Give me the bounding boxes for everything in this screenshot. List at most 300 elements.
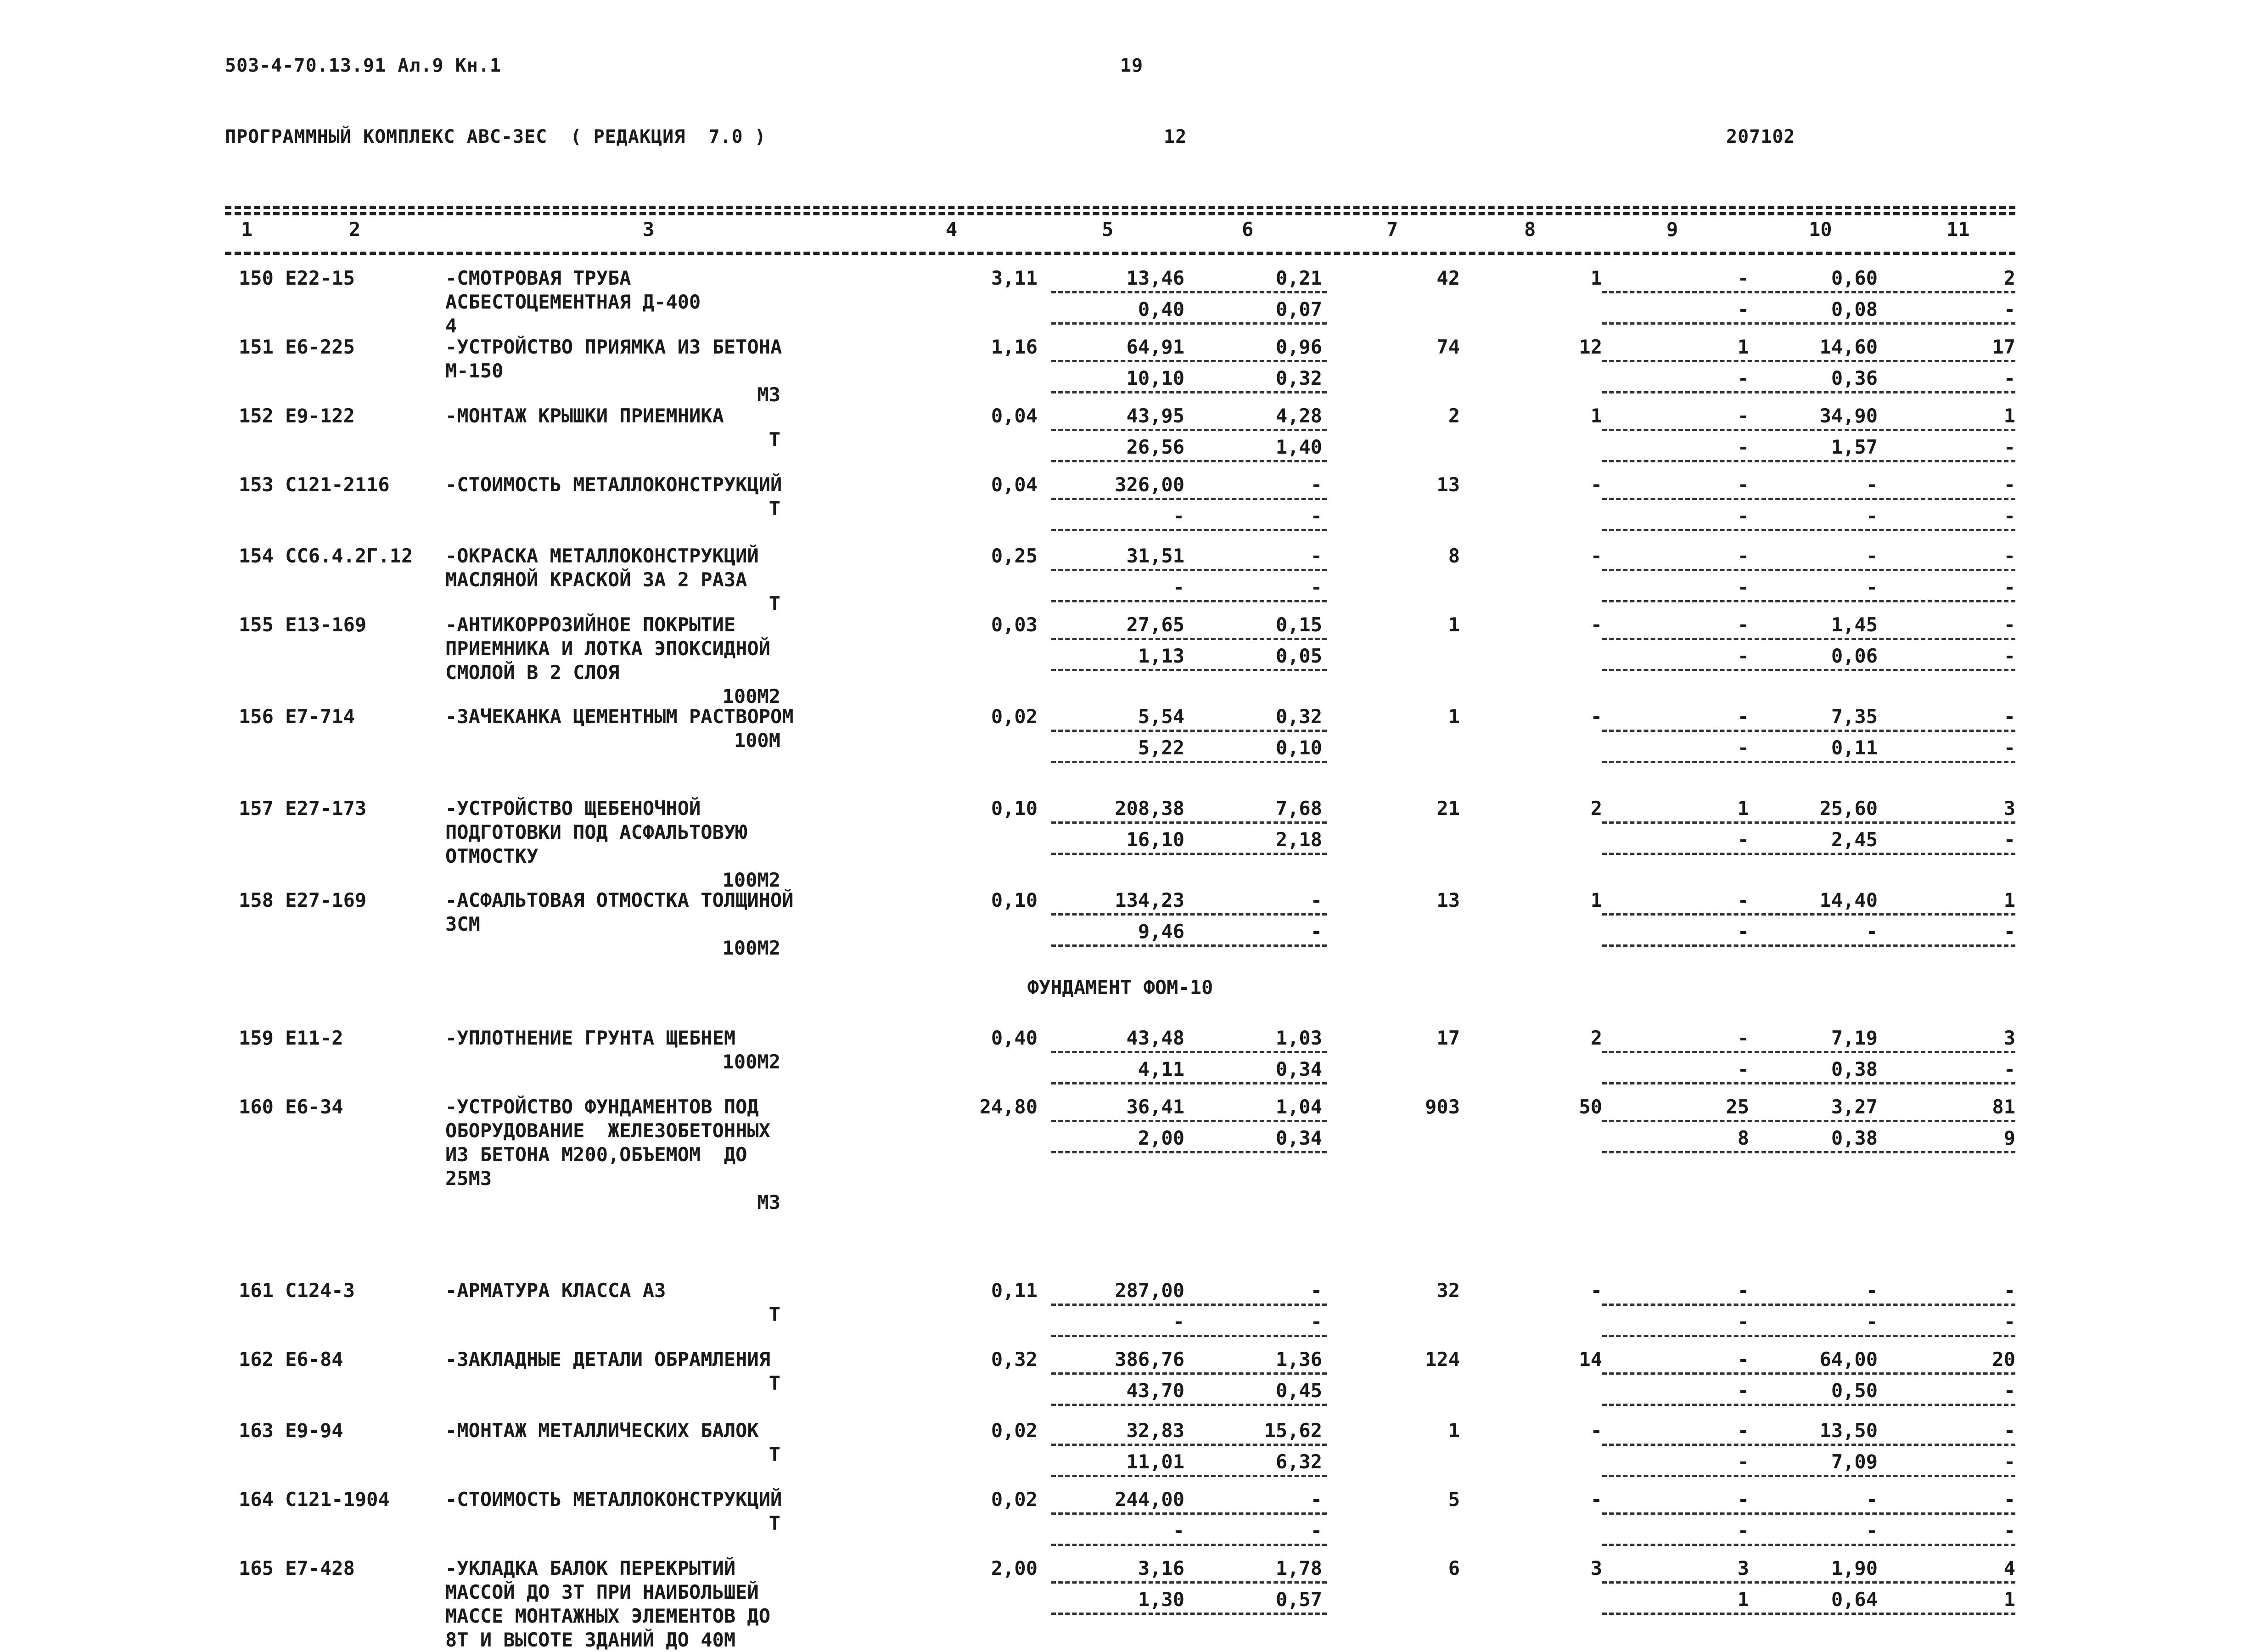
subtotal-dashes-5-6 — [1051, 1051, 1327, 1053]
second-line-col-11: - — [2003, 298, 2015, 320]
value-col-8: 2 — [1590, 797, 1602, 820]
second-line-col-10: 0,08 — [1831, 298, 1878, 320]
value-col-6: 7,68 — [1275, 797, 1322, 820]
column-header-3: 3 — [643, 218, 655, 241]
unit-label: М3 — [757, 1191, 780, 1214]
second-line-col-6: 0,32 — [1275, 367, 1322, 389]
unit-label: М3 — [757, 383, 780, 406]
second-line-col-6: 0,07 — [1275, 298, 1322, 320]
second-line-col-10: 0,64 — [1831, 1588, 1878, 1611]
value-col-7: 1 — [1448, 613, 1460, 636]
second-line-col-10: - — [1866, 1519, 1878, 1542]
unit-label: 100М — [734, 729, 780, 752]
column-header-2: 2 — [349, 218, 361, 241]
subtotal-dashes-9-11 — [1602, 498, 2015, 500]
row-number-code: 150 Е22-15 — [239, 267, 355, 289]
second-line-col-11: - — [2003, 920, 2015, 943]
value-col-11: - — [2003, 473, 2015, 496]
quantity: 0,10 — [991, 889, 1038, 911]
work-name-line: -УСТРОЙСТВО ЩЕБЕНОЧНОЙ — [445, 797, 701, 820]
second-line-col-9: - — [1737, 1310, 1749, 1333]
row-end-dashes-9-11 — [1602, 1544, 2015, 1546]
subtotal-dashes-9-11 — [1602, 638, 2015, 640]
row-end-dashes-9-11 — [1602, 391, 2015, 393]
row-number-code: 165 Е7-428 — [239, 1557, 355, 1579]
second-line-col-10: 0,06 — [1831, 645, 1878, 667]
second-line-col-9: - — [1737, 436, 1749, 458]
value-col-10: 3,27 — [1831, 1096, 1878, 1118]
subtotal-dashes-5-6 — [1051, 913, 1327, 916]
second-line-col-5: 0,40 — [1138, 298, 1184, 320]
row-end-dashes-9-11 — [1602, 853, 2015, 855]
unit-label: Т — [768, 428, 780, 451]
second-line-col-10: 2,45 — [1831, 828, 1878, 851]
value-col-9: - — [1737, 473, 1749, 496]
value-col-6: 4,28 — [1275, 405, 1322, 427]
second-line-col-5: 43,70 — [1126, 1379, 1184, 1402]
row-number-code: 163 Е9-94 — [239, 1419, 343, 1442]
value-col-9: 25 — [1726, 1096, 1749, 1118]
column-header-10: 10 — [1809, 218, 1832, 241]
value-col-7: 903 — [1425, 1096, 1460, 1118]
subtotal-dashes-5-6 — [1051, 360, 1327, 362]
second-line-col-11: - — [2003, 367, 2015, 389]
subtotal-dashes-5-6 — [1051, 1512, 1327, 1515]
value-col-5: 27,65 — [1126, 613, 1184, 636]
subtotal-dashes-5-6 — [1051, 821, 1327, 824]
subtotal-dashes-9-11 — [1602, 429, 2015, 431]
value-col-10: 1,45 — [1831, 613, 1878, 636]
work-name-line: -СТОИМОСТЬ МЕТАЛЛОКОНСТРУКЦИЙ — [445, 1488, 782, 1511]
value-col-7: 21 — [1436, 797, 1460, 820]
unit-label: Т — [768, 592, 780, 615]
value-col-9: - — [1737, 1419, 1749, 1442]
value-col-5: 32,83 — [1126, 1419, 1184, 1442]
second-line-col-5: 9,46 — [1138, 920, 1184, 943]
work-name-line: -УПЛОТНЕНИЕ ГРУНТА ЩЕБНЕМ — [445, 1027, 736, 1049]
column-header-4: 4 — [946, 218, 958, 241]
value-col-11: - — [2003, 545, 2015, 567]
value-col-6: 1,78 — [1275, 1557, 1322, 1579]
unit-label: Т — [768, 497, 780, 520]
value-col-11: 3 — [2003, 1027, 2015, 1049]
subtotal-dashes-9-11 — [1602, 913, 2015, 916]
work-name-line: -АНТИКОРРОЗИЙНОЕ ПОКРЫТИЕ — [445, 613, 736, 636]
section-title: ФУНДАМЕНТ ФОМ-10 — [1027, 976, 1213, 999]
work-name-line: ПОДГОТОВКИ ПОД АСФАЛЬТОВУЮ — [445, 821, 747, 843]
second-line-col-10: 0,38 — [1831, 1127, 1878, 1149]
row-end-dashes-9-11 — [1602, 1335, 2015, 1337]
value-col-11: 4 — [2003, 1557, 2015, 1579]
quantity: 0,11 — [991, 1279, 1038, 1302]
second-line-col-6: - — [1310, 505, 1322, 527]
work-name-line: МАССОЙ ДО 3Т ПРИ НАИБОЛЬШЕЙ — [445, 1581, 759, 1603]
second-line-col-11: - — [2003, 576, 2015, 598]
second-line-col-10: 1,57 — [1831, 436, 1878, 458]
value-col-7: 42 — [1436, 267, 1460, 289]
row-end-dashes-9-11 — [1602, 1613, 2015, 1615]
value-col-9: - — [1737, 1488, 1749, 1511]
second-line-col-9: - — [1737, 505, 1749, 527]
row-end-dashes-9-11 — [1602, 944, 2015, 947]
page-number: 19 — [1120, 55, 1144, 76]
work-name-line: -МОНТАЖ КРЫШКИ ПРИЕМНИКА — [445, 405, 724, 427]
second-line-col-5: 4,11 — [1138, 1058, 1184, 1080]
second-line-col-6: - — [1310, 920, 1322, 943]
value-col-6: - — [1310, 889, 1322, 911]
value-col-10: 7,19 — [1831, 1027, 1878, 1049]
second-line-col-10: - — [1866, 1310, 1878, 1333]
quantity: 0,32 — [991, 1348, 1038, 1371]
value-col-8: - — [1590, 545, 1602, 567]
row-end-dashes-5-6 — [1051, 669, 1327, 671]
work-name-line: -АРМАТУРА КЛАССА А3 — [445, 1279, 666, 1302]
value-col-10: 14,60 — [1819, 336, 1878, 358]
second-line-col-10: 7,09 — [1831, 1450, 1878, 1473]
second-line-col-11: - — [2003, 505, 2015, 527]
subtotal-dashes-9-11 — [1602, 1304, 2015, 1306]
unit-label: 100М2 — [722, 869, 780, 891]
value-col-8: 50 — [1579, 1096, 1602, 1118]
row-end-dashes-9-11 — [1602, 1475, 2015, 1477]
value-col-10: 34,90 — [1819, 405, 1878, 427]
second-line-col-9: - — [1737, 1450, 1749, 1473]
subtotal-dashes-5-6 — [1051, 1581, 1327, 1584]
value-col-10: 25,60 — [1819, 797, 1878, 820]
value-col-7: 74 — [1436, 336, 1460, 358]
second-line-col-6: 0,05 — [1275, 645, 1322, 667]
second-line-col-11: - — [2003, 1310, 2015, 1333]
value-col-5: 208,38 — [1115, 797, 1184, 820]
second-line-col-5: - — [1172, 1519, 1184, 1542]
second-line-col-9: - — [1737, 367, 1749, 389]
second-line-col-10: 0,50 — [1831, 1379, 1878, 1402]
second-line-col-5: 2,00 — [1138, 1127, 1184, 1149]
unit-label: 100М2 — [722, 937, 780, 959]
value-col-6: - — [1310, 1488, 1322, 1511]
quantity: 0,25 — [991, 545, 1038, 567]
value-col-5: 244,00 — [1115, 1488, 1184, 1511]
work-name-line: -УКЛАДКА БАЛОК ПЕРЕКРЫТИЙ — [445, 1557, 736, 1579]
quantity: 0,02 — [991, 1488, 1038, 1511]
quantity: 1,16 — [991, 336, 1038, 358]
value-col-5: 64,91 — [1126, 336, 1184, 358]
value-col-10: 13,50 — [1819, 1419, 1878, 1442]
value-col-11: - — [2003, 613, 2015, 636]
second-line-col-9: - — [1737, 920, 1749, 943]
value-col-7: 8 — [1448, 545, 1460, 567]
row-number-code: 152 Е9-122 — [239, 405, 355, 427]
second-line-col-6: 0,10 — [1275, 736, 1322, 759]
value-col-6: - — [1310, 1279, 1322, 1302]
value-col-7: 1 — [1448, 1419, 1460, 1442]
value-col-6: 1,03 — [1275, 1027, 1322, 1049]
value-col-6: - — [1310, 473, 1322, 496]
second-line-col-5: 26,56 — [1126, 436, 1184, 458]
second-line-col-10: - — [1866, 505, 1878, 527]
subtotal-dashes-9-11 — [1602, 1372, 2015, 1375]
subtotal-dashes-5-6 — [1051, 498, 1327, 500]
subtotal-dashes-9-11 — [1602, 291, 2015, 293]
subtotal-dashes-9-11 — [1602, 821, 2015, 824]
value-col-5: 36,41 — [1126, 1096, 1184, 1118]
value-col-9: 1 — [1737, 797, 1749, 820]
column-header-7: 7 — [1386, 218, 1398, 241]
second-line-col-5: - — [1172, 1310, 1184, 1333]
row-end-dashes-5-6 — [1051, 1082, 1327, 1084]
subtotal-dashes-5-6 — [1051, 429, 1327, 431]
work-name-line: 4 — [445, 315, 457, 337]
unit-label: Т — [768, 1372, 780, 1394]
quantity: 3,11 — [991, 267, 1038, 289]
value-col-6: 1,04 — [1275, 1096, 1322, 1118]
value-col-6: 0,32 — [1275, 705, 1322, 728]
second-line-col-11: - — [2003, 645, 2015, 667]
unit-label: 100М2 — [722, 685, 780, 708]
row-end-dashes-5-6 — [1051, 1335, 1327, 1337]
row-end-dashes-5-6 — [1051, 1475, 1327, 1477]
value-col-11: - — [2003, 1279, 2015, 1302]
value-col-11: - — [2003, 1488, 2015, 1511]
subtotal-dashes-9-11 — [1602, 730, 2015, 732]
quantity: 0,04 — [991, 473, 1038, 496]
quantity: 0,04 — [991, 405, 1038, 427]
value-col-11: - — [2003, 705, 2015, 728]
subtotal-dashes-5-6 — [1051, 638, 1327, 640]
header-rule — [225, 252, 2015, 255]
row-end-dashes-5-6 — [1051, 1613, 1327, 1615]
second-line-col-11: - — [2003, 436, 2015, 458]
row-end-dashes-5-6 — [1051, 391, 1327, 393]
value-col-8: - — [1590, 613, 1602, 636]
value-col-6: 0,21 — [1275, 267, 1322, 289]
second-line-col-6: 0,57 — [1275, 1588, 1322, 1611]
quantity: 0,10 — [991, 797, 1038, 820]
row-end-dashes-9-11 — [1602, 322, 2015, 325]
row-end-dashes-9-11 — [1602, 529, 2015, 531]
sheet-number: 12 — [1164, 126, 1187, 147]
value-col-9: - — [1737, 267, 1749, 289]
second-line-col-9: - — [1737, 736, 1749, 759]
row-number-code: 155 Е13-169 — [239, 613, 367, 636]
value-col-9: - — [1737, 889, 1749, 911]
row-end-dashes-5-6 — [1051, 1151, 1327, 1153]
value-col-9: - — [1737, 1027, 1749, 1049]
quantity: 0,03 — [991, 613, 1038, 636]
row-end-dashes-5-6 — [1051, 1404, 1327, 1406]
work-name-line: ОТМОСТКУ — [445, 845, 539, 867]
row-number-code: 156 Е7-714 — [239, 705, 355, 728]
row-number-code: 158 Е27-169 — [239, 889, 367, 911]
second-line-col-9: - — [1737, 1379, 1749, 1402]
value-col-8: - — [1590, 473, 1602, 496]
value-col-8: 12 — [1579, 336, 1602, 358]
second-line-col-6: - — [1310, 1519, 1322, 1542]
row-end-dashes-5-6 — [1051, 322, 1327, 325]
subtotal-dashes-5-6 — [1051, 291, 1327, 293]
work-name-line: -МОНТАЖ МЕТАЛЛИЧЕСКИХ БАЛОК — [445, 1419, 759, 1442]
row-number-code: 153 С121-2116 — [239, 473, 390, 496]
column-header-6: 6 — [1242, 218, 1254, 241]
subtotal-dashes-5-6 — [1051, 569, 1327, 571]
work-name-line: -СТОИМОСТЬ МЕТАЛЛОКОНСТРУКЦИЙ — [445, 473, 782, 496]
work-name-line: -УСТРОЙСТВО ФУНДАМЕНТОВ ПОД — [445, 1096, 759, 1118]
row-number-code: 161 С124-3 — [239, 1279, 355, 1302]
value-col-11: 81 — [1992, 1096, 2015, 1118]
value-col-11: - — [2003, 1419, 2015, 1442]
column-header-11: 11 — [1946, 218, 1970, 241]
row-end-dashes-9-11 — [1602, 1404, 2015, 1406]
value-col-7: 13 — [1436, 889, 1460, 911]
second-line-col-5: 5,22 — [1138, 736, 1184, 759]
value-col-9: - — [1737, 613, 1749, 636]
value-col-8: - — [1590, 1488, 1602, 1511]
value-col-8: 1 — [1590, 889, 1602, 911]
subtotal-dashes-5-6 — [1051, 730, 1327, 732]
value-col-9: - — [1737, 545, 1749, 567]
second-line-col-6: 0,45 — [1275, 1379, 1322, 1402]
second-line-col-6: 6,32 — [1275, 1450, 1322, 1473]
quantity: 0,02 — [991, 705, 1038, 728]
value-col-5: 386,76 — [1115, 1348, 1184, 1371]
second-line-col-9: - — [1737, 1058, 1749, 1080]
second-line-col-10: 0,38 — [1831, 1058, 1878, 1080]
quantity: 2,00 — [991, 1557, 1038, 1579]
work-name-line: СМОЛОЙ В 2 СЛОЯ — [445, 661, 620, 684]
value-col-8: 2 — [1590, 1027, 1602, 1049]
second-line-col-5: 1,13 — [1138, 645, 1184, 667]
subtotal-dashes-5-6 — [1051, 1444, 1327, 1446]
value-col-9: - — [1737, 405, 1749, 427]
value-col-9: 3 — [1737, 1557, 1749, 1579]
value-col-8: 3 — [1590, 1557, 1602, 1579]
second-line-col-11: - — [2003, 828, 2015, 851]
value-col-6: - — [1310, 545, 1322, 567]
work-name-line: ОБОРУДОВАНИЕ ЖЕЛЕЗОБЕТОННЫХ — [445, 1119, 771, 1142]
column-header-5: 5 — [1102, 218, 1114, 241]
doc-code: 503-4-70.13.91 Ал.9 Кн.1 — [225, 55, 501, 76]
row-end-dashes-9-11 — [1602, 669, 2015, 671]
quantity: 0,02 — [991, 1419, 1038, 1442]
value-col-7: 5 — [1448, 1488, 1460, 1511]
value-col-10: - — [1866, 545, 1878, 567]
value-col-10: - — [1866, 473, 1878, 496]
second-line-col-6: 1,40 — [1275, 436, 1322, 458]
second-line-col-11: - — [2003, 1058, 2015, 1080]
second-line-col-11: 1 — [2003, 1588, 2015, 1611]
value-col-5: 13,46 — [1126, 267, 1184, 289]
value-col-8: 1 — [1590, 405, 1602, 427]
work-name-line: М-150 — [445, 360, 504, 382]
subtotal-dashes-9-11 — [1602, 1051, 2015, 1053]
column-header-8: 8 — [1524, 218, 1536, 241]
value-col-6: 15,62 — [1264, 1419, 1322, 1442]
second-line-col-11: - — [2003, 1379, 2015, 1402]
second-line-col-9: - — [1737, 1519, 1749, 1542]
second-line-col-9: 8 — [1737, 1127, 1749, 1149]
value-col-9: - — [1737, 1279, 1749, 1302]
row-end-dashes-5-6 — [1051, 460, 1327, 462]
estimate-code: 207102 — [1726, 126, 1795, 147]
second-line-col-6: - — [1310, 576, 1322, 598]
value-col-5: 134,23 — [1115, 889, 1184, 911]
work-name-line: 25М3 — [445, 1167, 492, 1190]
column-header-9: 9 — [1666, 218, 1678, 241]
second-line-col-9: - — [1737, 828, 1749, 851]
second-line-col-10: 0,11 — [1831, 736, 1878, 759]
work-name-line: ПРИЕМНИКА И ЛОТКА ЭПОКСИДНОЙ — [445, 637, 771, 660]
subtotal-dashes-5-6 — [1051, 1372, 1327, 1375]
work-name-line: АСБЕСТОЦЕМЕНТНАЯ Д-400 — [445, 291, 701, 313]
value-col-11: 17 — [1992, 336, 2015, 358]
column-header-1: 1 — [241, 218, 253, 241]
value-col-6: 1,36 — [1275, 1348, 1322, 1371]
subtotal-dashes-5-6 — [1051, 1304, 1327, 1306]
row-number-code: 162 Е6-84 — [239, 1348, 343, 1371]
value-col-8: - — [1590, 1419, 1602, 1442]
value-col-8: - — [1590, 1279, 1602, 1302]
top-rule — [225, 206, 2015, 209]
row-number-code: 160 Е6-34 — [239, 1096, 343, 1118]
row-end-dashes-9-11 — [1602, 460, 2015, 462]
second-line-col-6: 0,34 — [1275, 1127, 1322, 1149]
row-end-dashes-9-11 — [1602, 1082, 2015, 1084]
unit-label: 100М2 — [722, 1051, 780, 1073]
program-title: ПРОГРАММНЫЙ КОМПЛЕКС АВС-3ЕС ( РЕДАКЦИЯ 7.0 ) — [225, 126, 766, 147]
value-col-11: 3 — [2003, 797, 2015, 820]
value-col-7: 1 — [1448, 705, 1460, 728]
second-line-col-6: - — [1310, 1310, 1322, 1333]
unit-label: Т — [768, 1303, 780, 1326]
row-number-code: 151 Е6-225 — [239, 336, 355, 358]
value-col-6: 0,96 — [1275, 336, 1322, 358]
row-end-dashes-9-11 — [1602, 761, 2015, 763]
row-end-dashes-5-6 — [1051, 761, 1327, 763]
value-col-7: 32 — [1436, 1279, 1460, 1302]
second-line-col-11: - — [2003, 1450, 2015, 1473]
work-name-line: 3СМ — [445, 913, 480, 935]
value-col-5: 43,95 — [1126, 405, 1184, 427]
row-number-code: 157 Е27-173 — [239, 797, 367, 820]
work-name-line: 8Т И ВЫСОТЕ ЗДАНИЙ ДО 40М — [445, 1629, 736, 1651]
subtotal-dashes-9-11 — [1602, 1120, 2015, 1122]
work-name-line: ИЗ БЕТОНА М200,ОБЪЕМОМ ДО — [445, 1143, 747, 1166]
value-col-7: 6 — [1448, 1557, 1460, 1579]
second-line-col-5: 16,10 — [1126, 828, 1184, 851]
row-end-dashes-5-6 — [1051, 853, 1327, 855]
value-col-8: - — [1590, 705, 1602, 728]
row-number-code: 154 СС6.4.2Г.12 — [239, 545, 413, 567]
value-col-5: 5,54 — [1138, 705, 1184, 728]
row-end-dashes-5-6 — [1051, 600, 1327, 602]
subtotal-dashes-9-11 — [1602, 1581, 2015, 1584]
subtotal-dashes-9-11 — [1602, 1512, 2015, 1515]
work-name-line: -ОКРАСКА МЕТАЛЛОКОНСТРУКЦИЙ — [445, 545, 759, 567]
value-col-10: - — [1866, 1279, 1878, 1302]
value-col-5: 31,51 — [1126, 545, 1184, 567]
second-line-col-10: 0,36 — [1831, 367, 1878, 389]
value-col-10: 0,60 — [1831, 267, 1878, 289]
second-line-col-11: 9 — [2003, 1127, 2015, 1149]
subtotal-dashes-9-11 — [1602, 360, 2015, 362]
top-rule-2 — [225, 212, 2015, 215]
value-col-5: 287,00 — [1115, 1279, 1184, 1302]
value-col-11: 1 — [2003, 889, 2015, 911]
unit-label: Т — [768, 1443, 780, 1466]
second-line-col-5: 1,30 — [1138, 1588, 1184, 1611]
value-col-10: 7,35 — [1831, 705, 1878, 728]
second-line-col-9: - — [1737, 576, 1749, 598]
